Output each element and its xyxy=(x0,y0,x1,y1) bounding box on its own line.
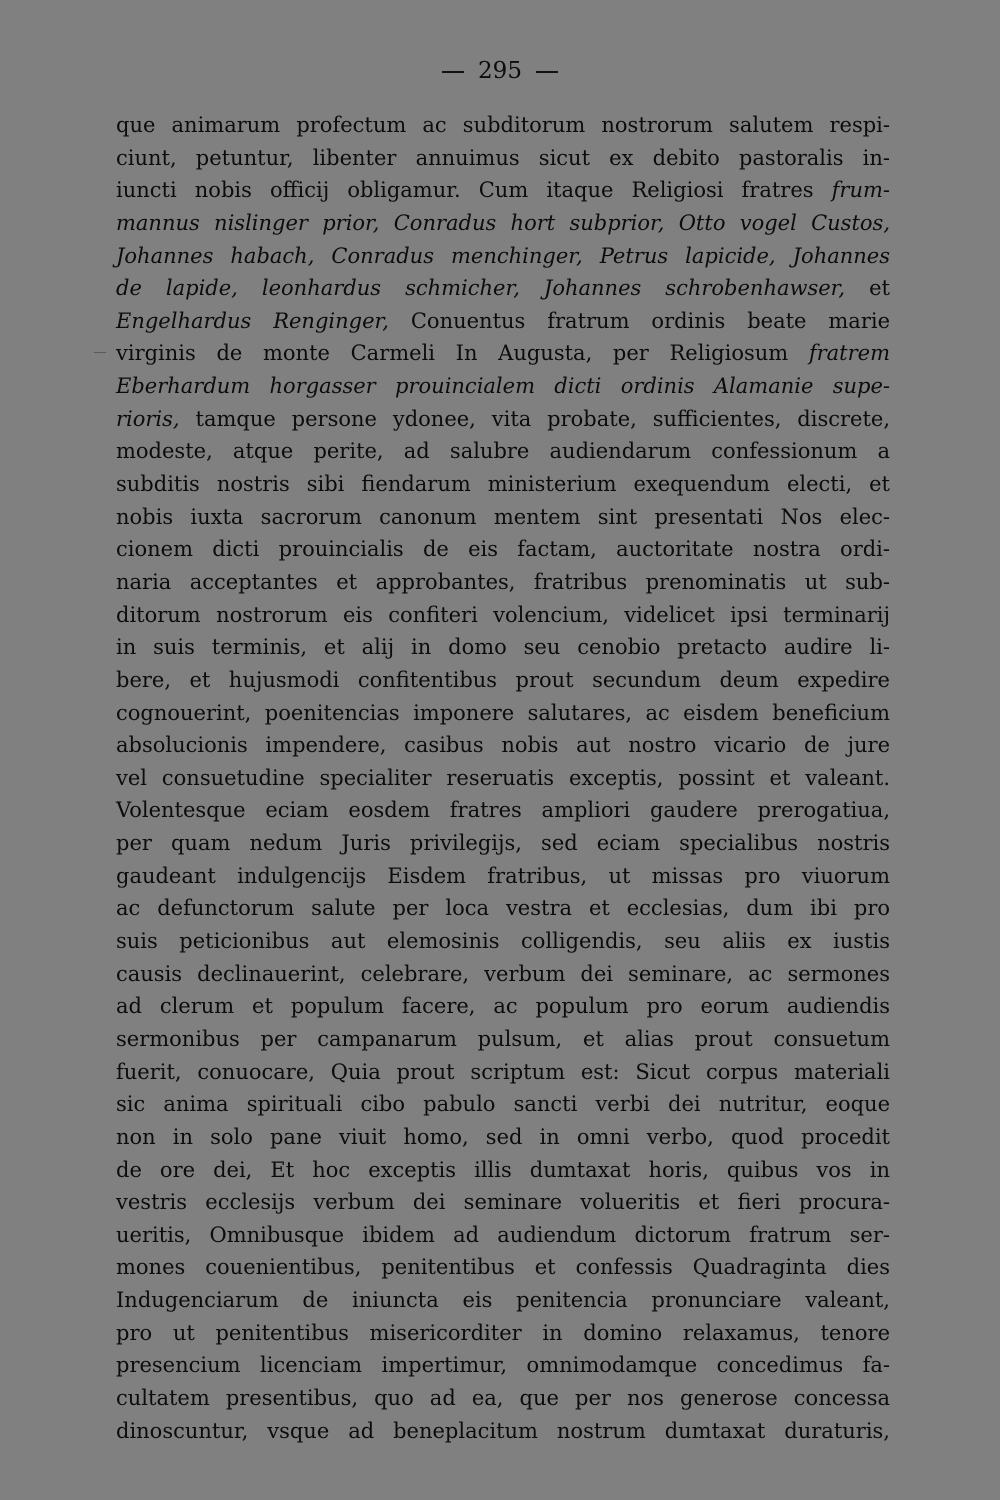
text-line xyxy=(116,1154,890,1187)
text-line xyxy=(116,860,890,893)
italic-text-segment: mannus nislinger prior, Conradus hort subprior, Otto vogel Custos, xyxy=(116,210,890,235)
text-line xyxy=(116,1251,890,1284)
text-line xyxy=(116,142,890,175)
text-line xyxy=(116,729,890,762)
text-segment: nobis iuxta sacrorum canonum mentem sint presentati Nos elec- xyxy=(116,504,890,529)
text-line xyxy=(116,990,890,1023)
text-segment: mones couenientibus, penitentibus et confessis Quadraginta dies xyxy=(116,1255,890,1280)
text-line xyxy=(116,762,890,795)
text-line xyxy=(116,1415,890,1448)
text-segment: Volentesque eciam eosdem fratres ampliori gaudere prerogatiua, xyxy=(116,798,890,823)
text-line xyxy=(116,403,890,436)
text-segment: sermonibus per campanarum pulsum, et alias prout consuetum xyxy=(116,1026,890,1051)
text-segment: iuncti nobis officij obligamur. Cum itaque Religiosi fratres xyxy=(116,178,832,203)
text-line xyxy=(116,337,890,370)
text-line xyxy=(116,1219,890,1252)
text-segment: gaudeant indulgencijs Eisdem fratribus, ut missas pro viuorum xyxy=(116,863,890,888)
italic-text-segment: rioris, xyxy=(116,406,180,431)
italic-text-segment: Engelhardus Renginger, xyxy=(116,308,389,333)
text-line xyxy=(116,1382,890,1415)
text-segment: Indugenciarum de iniuncta eis penitencia pronunciare valeant, xyxy=(116,1288,890,1313)
text-segment: ueritis, Omnibusque ibidem ad audiendum dictorum fratrum ser- xyxy=(116,1222,890,1247)
text-segment: subditis nostris sibi fiendarum ministerium exequendum electi, et xyxy=(116,472,890,497)
text-segment: ac defunctorum salute per loca vestra et ecclesias, dum ibi pro xyxy=(116,896,890,921)
text-line xyxy=(116,305,890,338)
text-line xyxy=(116,794,890,827)
text-line xyxy=(116,272,890,305)
text-segment: presencium licenciam impertimur, omnimodamque concedimus fa- xyxy=(116,1353,890,1378)
text-segment: cognouerint, poenitencias imponere salutares, ac eisdem beneficium xyxy=(116,700,890,725)
text-line xyxy=(116,664,890,697)
text-line xyxy=(116,566,890,599)
left-dash xyxy=(442,71,464,73)
text-line xyxy=(116,892,890,925)
italic-text-segment: Eberhardum horgasser prouincialem dicti ordinis Alamanie supe- xyxy=(116,374,890,399)
page-number: 295 xyxy=(478,58,522,84)
text-line xyxy=(116,1349,890,1382)
text-line xyxy=(116,1186,890,1219)
text-segment: ad clerum et populum facere, ac populum pro eorum audiendis xyxy=(116,994,890,1019)
italic-text-segment: fratrem xyxy=(808,341,890,366)
text-segment: per quam nedum Juris privilegijs, sed eciam specialibus nostris xyxy=(116,831,890,856)
text-segment: tamque persone ydonee, vita probate, sufficientes, discrete, xyxy=(179,406,890,431)
text-segment: bere, et hujusmodi confitentibus prout secundum deum expedire xyxy=(116,667,890,692)
italic-text-segment: Johannes habach, Conradus menchinger, Petrus lapicide, Johannes xyxy=(116,243,890,268)
text-segment: de ore dei, Et hoc exceptis illis dumtaxat horis, quibus vos in xyxy=(116,1157,890,1182)
text-line xyxy=(116,631,890,664)
text-line xyxy=(116,1284,890,1317)
text-line xyxy=(116,501,890,534)
text-line xyxy=(116,240,890,273)
text-segment: suis peticionibus aut elemosinis colligendis, seu aliis ex iustis xyxy=(116,929,890,954)
text-line xyxy=(116,533,890,566)
text-segment: ditorum nostrorum eis confiteri volencium, videlicet ipsi terminarij xyxy=(116,602,890,627)
text-line xyxy=(116,207,890,240)
text-segment: absolucionis impendere, casibus nobis aut nostro vicario de jure xyxy=(116,733,890,758)
text-segment: vel consuetudine specialiter reseruatis exceptis, possint et valeant. xyxy=(116,765,890,790)
text-line xyxy=(116,435,890,468)
text-segment: modeste, atque perite, ad salubre audiendarum confessionum a xyxy=(116,439,890,464)
text-line xyxy=(116,697,890,730)
text-line xyxy=(116,1121,890,1154)
text-line xyxy=(116,1056,890,1089)
text-segment: cionem dicti prouincialis de eis factam, auctoritate nostra ordi- xyxy=(116,537,890,562)
text-line xyxy=(116,370,890,403)
right-dash xyxy=(536,71,558,73)
text-line xyxy=(116,925,890,958)
text-line xyxy=(116,468,890,501)
text-segment: vestris ecclesijs verbum dei seminare volueritis et fieri procura- xyxy=(116,1190,890,1215)
text-segment: Conuentus fratrum ordinis beate marie xyxy=(388,308,891,333)
italic-text-segment: frum- xyxy=(831,178,890,203)
text-segment: virginis de monte Carmeli In Augusta, per Religiosum xyxy=(116,341,809,366)
text-segment: cultatem presentibus, quo ad ea, que per nos generose concessa xyxy=(116,1385,890,1410)
text-segment: sic anima spirituali cibo pabulo sancti verbi dei nutritur, eoque xyxy=(116,1092,890,1117)
body-text xyxy=(116,109,890,1447)
text-segment: pro ut penitentibus misericorditer in domino relaxamus, tenore xyxy=(116,1320,890,1345)
text-line xyxy=(116,174,890,207)
text-segment: et xyxy=(845,276,890,301)
text-line xyxy=(116,958,890,991)
text-line xyxy=(116,1088,890,1121)
margin-mark xyxy=(94,352,106,353)
text-segment: in suis terminis, et alij in domo seu cenobio pretacto audire li- xyxy=(116,635,890,660)
text-segment: causis declinauerint, celebrare, verbum dei seminare, ac sermones xyxy=(116,961,890,986)
text-line xyxy=(116,599,890,632)
text-line xyxy=(116,1317,890,1350)
text-line xyxy=(116,827,890,860)
text-segment: naria acceptantes et approbantes, fratribus prenominatis ut sub- xyxy=(116,569,890,594)
text-segment: ciunt, petuntur, libenter annuimus sicut ex debito pastoralis in- xyxy=(116,145,890,170)
text-segment: fuerit, conuocare, Quia prout scriptum est: Sicut corpus materiali xyxy=(116,1059,890,1084)
text-line xyxy=(116,109,890,142)
text-segment: non in solo pane viuit homo, sed in omni verbo, quod procedit xyxy=(116,1124,890,1149)
text-segment: que animarum profectum ac subditorum nostrorum salutem respi- xyxy=(116,113,890,137)
page-header xyxy=(0,58,1000,84)
italic-text-segment: de lapide, leonhardus schmicher, Johannes schrobenhawser, xyxy=(116,276,846,301)
text-segment: dinoscuntur, vsque ad beneplacitum nostrum dumtaxat duraturis, xyxy=(116,1418,890,1443)
text-line xyxy=(116,1023,890,1056)
